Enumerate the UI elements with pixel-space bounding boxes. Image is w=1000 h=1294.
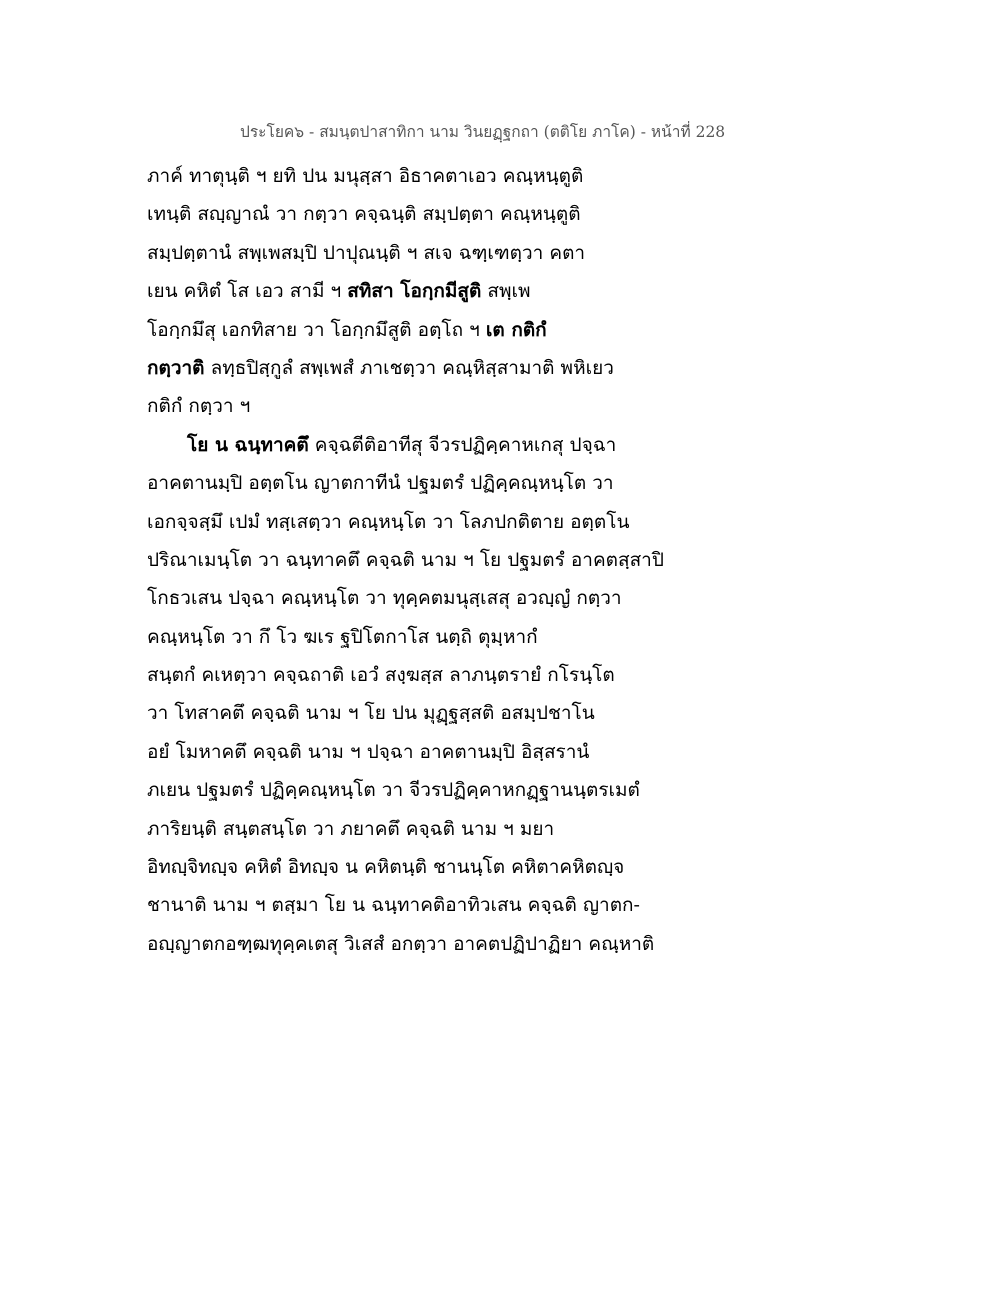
text-line: [147, 387, 687, 425]
text-segment: ภาค์ ทาตุนฺติ ฯ ยทิ ปน มนุสฺสา อิธาคตาเอว คณฺหนฺตูติ: [147, 165, 584, 187]
text-segment: เอกจฺจสฺมึ เปมํ ทสฺเสตฺวา คณฺหนฺโต วา โลภปกติตาย อตฺตโน: [147, 510, 630, 533]
text-line: [147, 541, 687, 579]
text-line: [147, 925, 687, 963]
text-line: [147, 234, 687, 272]
text-segment: วา โทสาคตึ คจฺฉติ นาม ฯ โย ปน มุฏฺฐสฺสติ อสมฺปชาโน: [147, 702, 595, 725]
bold-term: กตฺวาติ: [147, 356, 205, 379]
bold-term: เต กติกํ: [485, 318, 547, 341]
text-segment: โกธวเสน ปจฺฉา คณฺหนฺโต วา ทุคฺคตมนุสฺเสสุ อวญฺญํ กตฺวา: [147, 587, 622, 610]
bold-term: โย น ฉนฺทาคตึ: [187, 433, 309, 456]
running-header: ประโยค๖ - สมนฺตปาสาทิกา นาม วินยฏฺฐกถา (ตติโย ภาโค) - หน้าที่ 228: [240, 123, 726, 141]
text-segment: ปริณาเมนฺโต วา ฉนฺทาคตึ คจฺฉติ นาม ฯ โย ปฐมตรํ อาคตสฺสาปิ: [147, 548, 664, 571]
text-line: [147, 810, 687, 848]
text-segment: สนฺตกํ คเหตฺวา คจฺฉถาติ เอวํ สงฺฆสฺส ลาภนฺตรายํ กโรนฺโต: [147, 664, 615, 687]
text-segment: ชานาติ นาม ฯ ตสฺมา โย น ฉนฺทาคติอาทิวเสน คจฺฉติ ญาตก-: [147, 894, 640, 917]
text-line: [147, 157, 687, 195]
text-line: [147, 618, 687, 656]
text-segment: กติกํ กตฺวา ฯ: [147, 395, 251, 418]
text-segment: อยํ โมหาคตึ คจฺฉติ นาม ฯ ปจฺฉา อาคตานมฺปิ อิสฺสรานํ: [147, 740, 590, 763]
text-line: [147, 464, 687, 502]
text-line: [147, 886, 687, 924]
text-line: [147, 579, 687, 617]
text-segment: เทนฺติ สญฺญาณํ วา กตฺวา คจฺฉนฺติ สมฺปตฺตา คณฺหนฺตูติ: [147, 203, 581, 226]
text-line: [147, 503, 687, 541]
text-line: [147, 733, 687, 771]
text-line: [147, 349, 687, 387]
text-line: [147, 195, 687, 233]
text-line: [147, 272, 687, 310]
text-line: [147, 848, 687, 886]
text-segment: สพฺเพ: [481, 280, 531, 303]
text-segment: อิทญฺจิทญฺจ คหิตํ อิทญฺจ น คหิตนฺติ ชานนฺโต คหิตาคหิตญฺจ: [147, 856, 625, 879]
text-line: [147, 694, 687, 732]
text-segment: คณฺหนฺโต วา กึ โว ฆเร ฐปิโตกาโส นตฺถิ ตุมฺหากํ: [147, 625, 538, 648]
body-text: [147, 157, 687, 963]
text-line: [147, 311, 687, 349]
text-segment: โอกฺกมึสุ เอกทิสาย วา โอกฺกมึสูติ อตฺโถ ฯ: [147, 318, 486, 341]
text-segment: อญฺญาตกอฑฺฒทุคฺคเตสุ วิเสสํ อกตฺวา อาคตปฏิปาฏิยา คณฺหาติ: [147, 932, 655, 955]
text-segment: คจฺฉตีติอาทีสุ จีวรปฏิคฺคาหเกสุ ปจฺฉา: [308, 433, 617, 456]
text-line: [147, 771, 687, 809]
text-segment: อาคตานมฺปิ อตฺตโน ญาตกาทีนํ ปฐมตรํ ปฏิคฺคณฺหนฺโต วา: [147, 472, 614, 495]
text-segment: เยน คหิตํ โส เอว สามี ฯ: [147, 280, 348, 303]
text-segment: ภเยน ปฐมตรํ ปฏิคฺคณฺหนฺโต วา จีวรปฏิคฺคาหกฏฺฐานนฺตรเมตํ: [147, 779, 640, 802]
text-segment: ลทฺธปิสฺกูลํ สพฺเพสํ ภาเชตฺวา คณฺหิสฺสามาติ พหิเยว: [204, 356, 614, 379]
text-line: [147, 656, 687, 694]
text-segment: ภาริยนฺติ สนฺตสนฺโต วา ภยาคตึ คจฺฉติ นาม ฯ มยา: [147, 817, 555, 840]
text-segment: สมฺปตฺตานํ สพฺเพสมฺปิ ปาปุณนฺติ ฯ สเจ ฉฑฺเฑตฺวา คตา: [147, 241, 586, 264]
bold-term: สทิสา โอกฺกมีสูติ: [347, 280, 482, 303]
paragraph-start-line: [147, 426, 687, 464]
